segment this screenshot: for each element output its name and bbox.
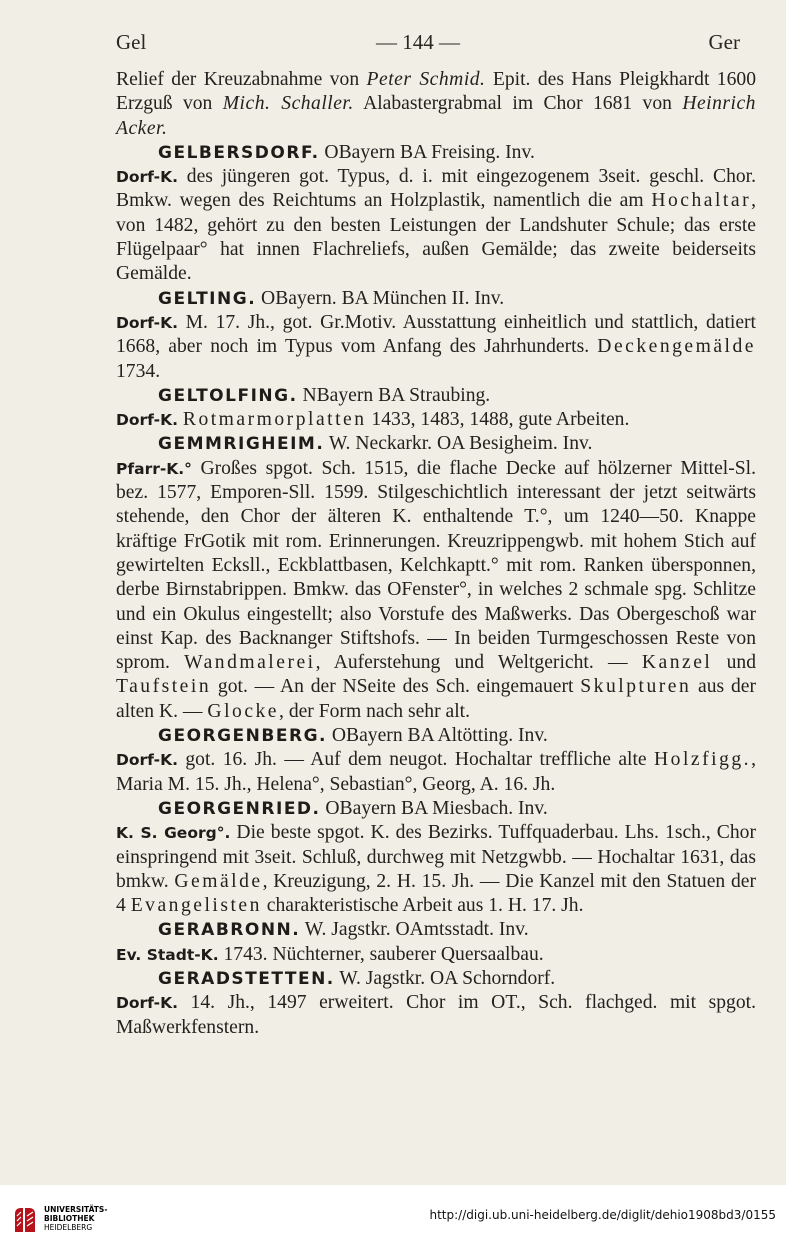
- page-number: — 144 —: [376, 30, 460, 54]
- place-name: GELBERSDORF.: [158, 142, 320, 163]
- running-head-right: Ger: [708, 30, 740, 54]
- entry-heading: [116, 724, 756, 748]
- place-name: GEMMRIGHEIM.: [158, 434, 325, 455]
- place-name: GEORGENRIED.: [158, 798, 321, 819]
- entry-text: Dorf-K. got. 16. Jh. — Auf dem neugot. Hochaltar treffliche alte Holzfigg., Maria M. 15. Jh., Helena°, Sebastian°, Georg, A. 16. Jh.: [116, 749, 756, 795]
- university-logo-icon: [10, 1205, 40, 1239]
- intro-paragraph: Relief der Kreuzabnahme von Peter Schmid. Epit. des Hans Pleigkhardt 1600 Erzguß von Mich. Schaller. Alabastergrabmal im Chor 1681 von Heinrich Acker.: [116, 69, 756, 139]
- region: OBayern BA Altötting. Inv.: [326, 725, 548, 747]
- building-label: Dorf-K.: [116, 168, 178, 187]
- place-name: GELTOLFING.: [158, 385, 298, 406]
- building-label: K. S. Georg°.: [116, 824, 231, 843]
- building-label: Dorf-K.: [116, 313, 178, 332]
- building-label: Dorf-K.: [116, 411, 178, 430]
- entry-heading: [116, 967, 756, 991]
- entry-text: K. S. Georg°. Die beste spgot. K. des Bezirks. Tuffquaderbau. Lhs. 1sch., Chor einspringend mit 3seit. Schluß, durchweg mit Netzgwbb. — Hochaltar 1631, das bmkw. Gemälde, Kreuzigung, 2. H. 15. Jh. — Die Kanzel mit den Statuen der 4 Evangelisten charakteristische Arbeit aus 1. H. 17. Jh.: [116, 822, 756, 917]
- entry-heading: [116, 918, 756, 942]
- running-head-left: Gel: [116, 30, 147, 54]
- body-text: [116, 68, 756, 1040]
- entry-heading: [116, 141, 756, 165]
- entry-text: Dorf-K. Rotmarmorplatten 1433, 1483, 1488, gute Arbeiten.: [116, 409, 630, 431]
- entry-heading: [116, 432, 756, 456]
- region: W. Jagstkr. OA Schorndorf.: [334, 967, 556, 989]
- building-label: Dorf-K.: [116, 994, 178, 1013]
- region: W. Jagstkr. OAmtsstadt. Inv.: [300, 919, 529, 941]
- university-logo-text: UNIVERSITÄTS- BIBLIOTHEK HEIDELBERG: [44, 1205, 108, 1232]
- building-label: Pfarr-K.°: [116, 459, 192, 478]
- entry-text: Dorf-K. 14. Jh., 1497 erweitert. Chor im OT., Sch. flachged. mit spgot. Maßwerkfenstern.: [116, 992, 756, 1038]
- entry-heading: [116, 384, 756, 408]
- entry-text: Pfarr-K.° Großes spgot. Sch. 1515, die flache Decke auf hölzerner Mittel-Sl. bez. 1577, Emporen-Sll. 1599. Stilgeschichtlich interessant der jetzt seitwärts stehende, den Chor der älteren K. enthaltende T.°, um 1240—50. Knappe kräftige FrGotik mit rom. Erinnerungen. Kreuzrippengwb. mit hohem Stich auf gewirtelten Ecksll., Eckblattbasen, Kelchkaptt.° mit rom. Ranken übersponnen, derbe Birnstabrippen. Bmkw. das OFenster°, in welches 2 schmale spg. Schlitze und ein Okulus eingestellt; also Vorstufe des Maßwerks. Das Obergeschoß war einst Kap. des Backnanger Stiftshofs. — In beiden Turmgeschossen Reste von sprom. Wandmalerei, Auferstehung und Weltgericht. — Kanzel und Taufstein got. — An der NSeite des Sch. eingemauert Skulpturen aus der alten K. — Glocke, der Form nach sehr alt.: [116, 457, 756, 722]
- region: W. Neckarkr. OA Besigheim. Inv.: [324, 433, 593, 455]
- source-url-link[interactable]: http://digi.ub.uni-heidelberg.de/diglit/dehio1908bd3/0155: [429, 1208, 776, 1222]
- region: OBayern. BA München II. Inv.: [256, 287, 505, 309]
- entry-text: Dorf-K. M. 17. Jh., got. Gr.Motiv. Ausstattung einheitlich und stattlich, datiert 1668, aber noch im Typus vom Anfang des Jahrhunderts. Deckengemälde 1734.: [116, 311, 756, 382]
- place-name: GELTING.: [158, 288, 257, 309]
- entry-text: Ev. Stadt-K. 1743. Nüchterner, sauberer Quersaalbau.: [116, 943, 544, 965]
- footer-bar: [0, 1185, 786, 1252]
- region: OBayern BA Freising. Inv.: [319, 141, 535, 163]
- place-name: GERABRONN.: [158, 920, 301, 941]
- entry-heading: [116, 797, 756, 821]
- region: NBayern BA Straubing.: [297, 384, 491, 406]
- building-label: Dorf-K.: [116, 751, 178, 770]
- building-label: Ev. Stadt-K.: [116, 945, 219, 964]
- place-name: GEORGENBERG.: [158, 726, 327, 747]
- entry-text: Dorf-K. des jüngeren got. Typus, d. i. mit eingezogenem 3seit. geschl. Chor. Bmkw. wegen des Reichtums an Holzplastik, namentlich die am Hochaltar, von 1482, gehört zu den besten Leistungen der Landshuter Schule; das erste Flügelpaar° hat innen Flachreliefs, außen Gemälde; das zweite beiderseits Gemälde.: [116, 166, 756, 285]
- entry-heading: [116, 287, 756, 311]
- place-name: GERADSTETTEN.: [158, 968, 335, 989]
- region: OBayern BA Miesbach. Inv.: [320, 797, 548, 819]
